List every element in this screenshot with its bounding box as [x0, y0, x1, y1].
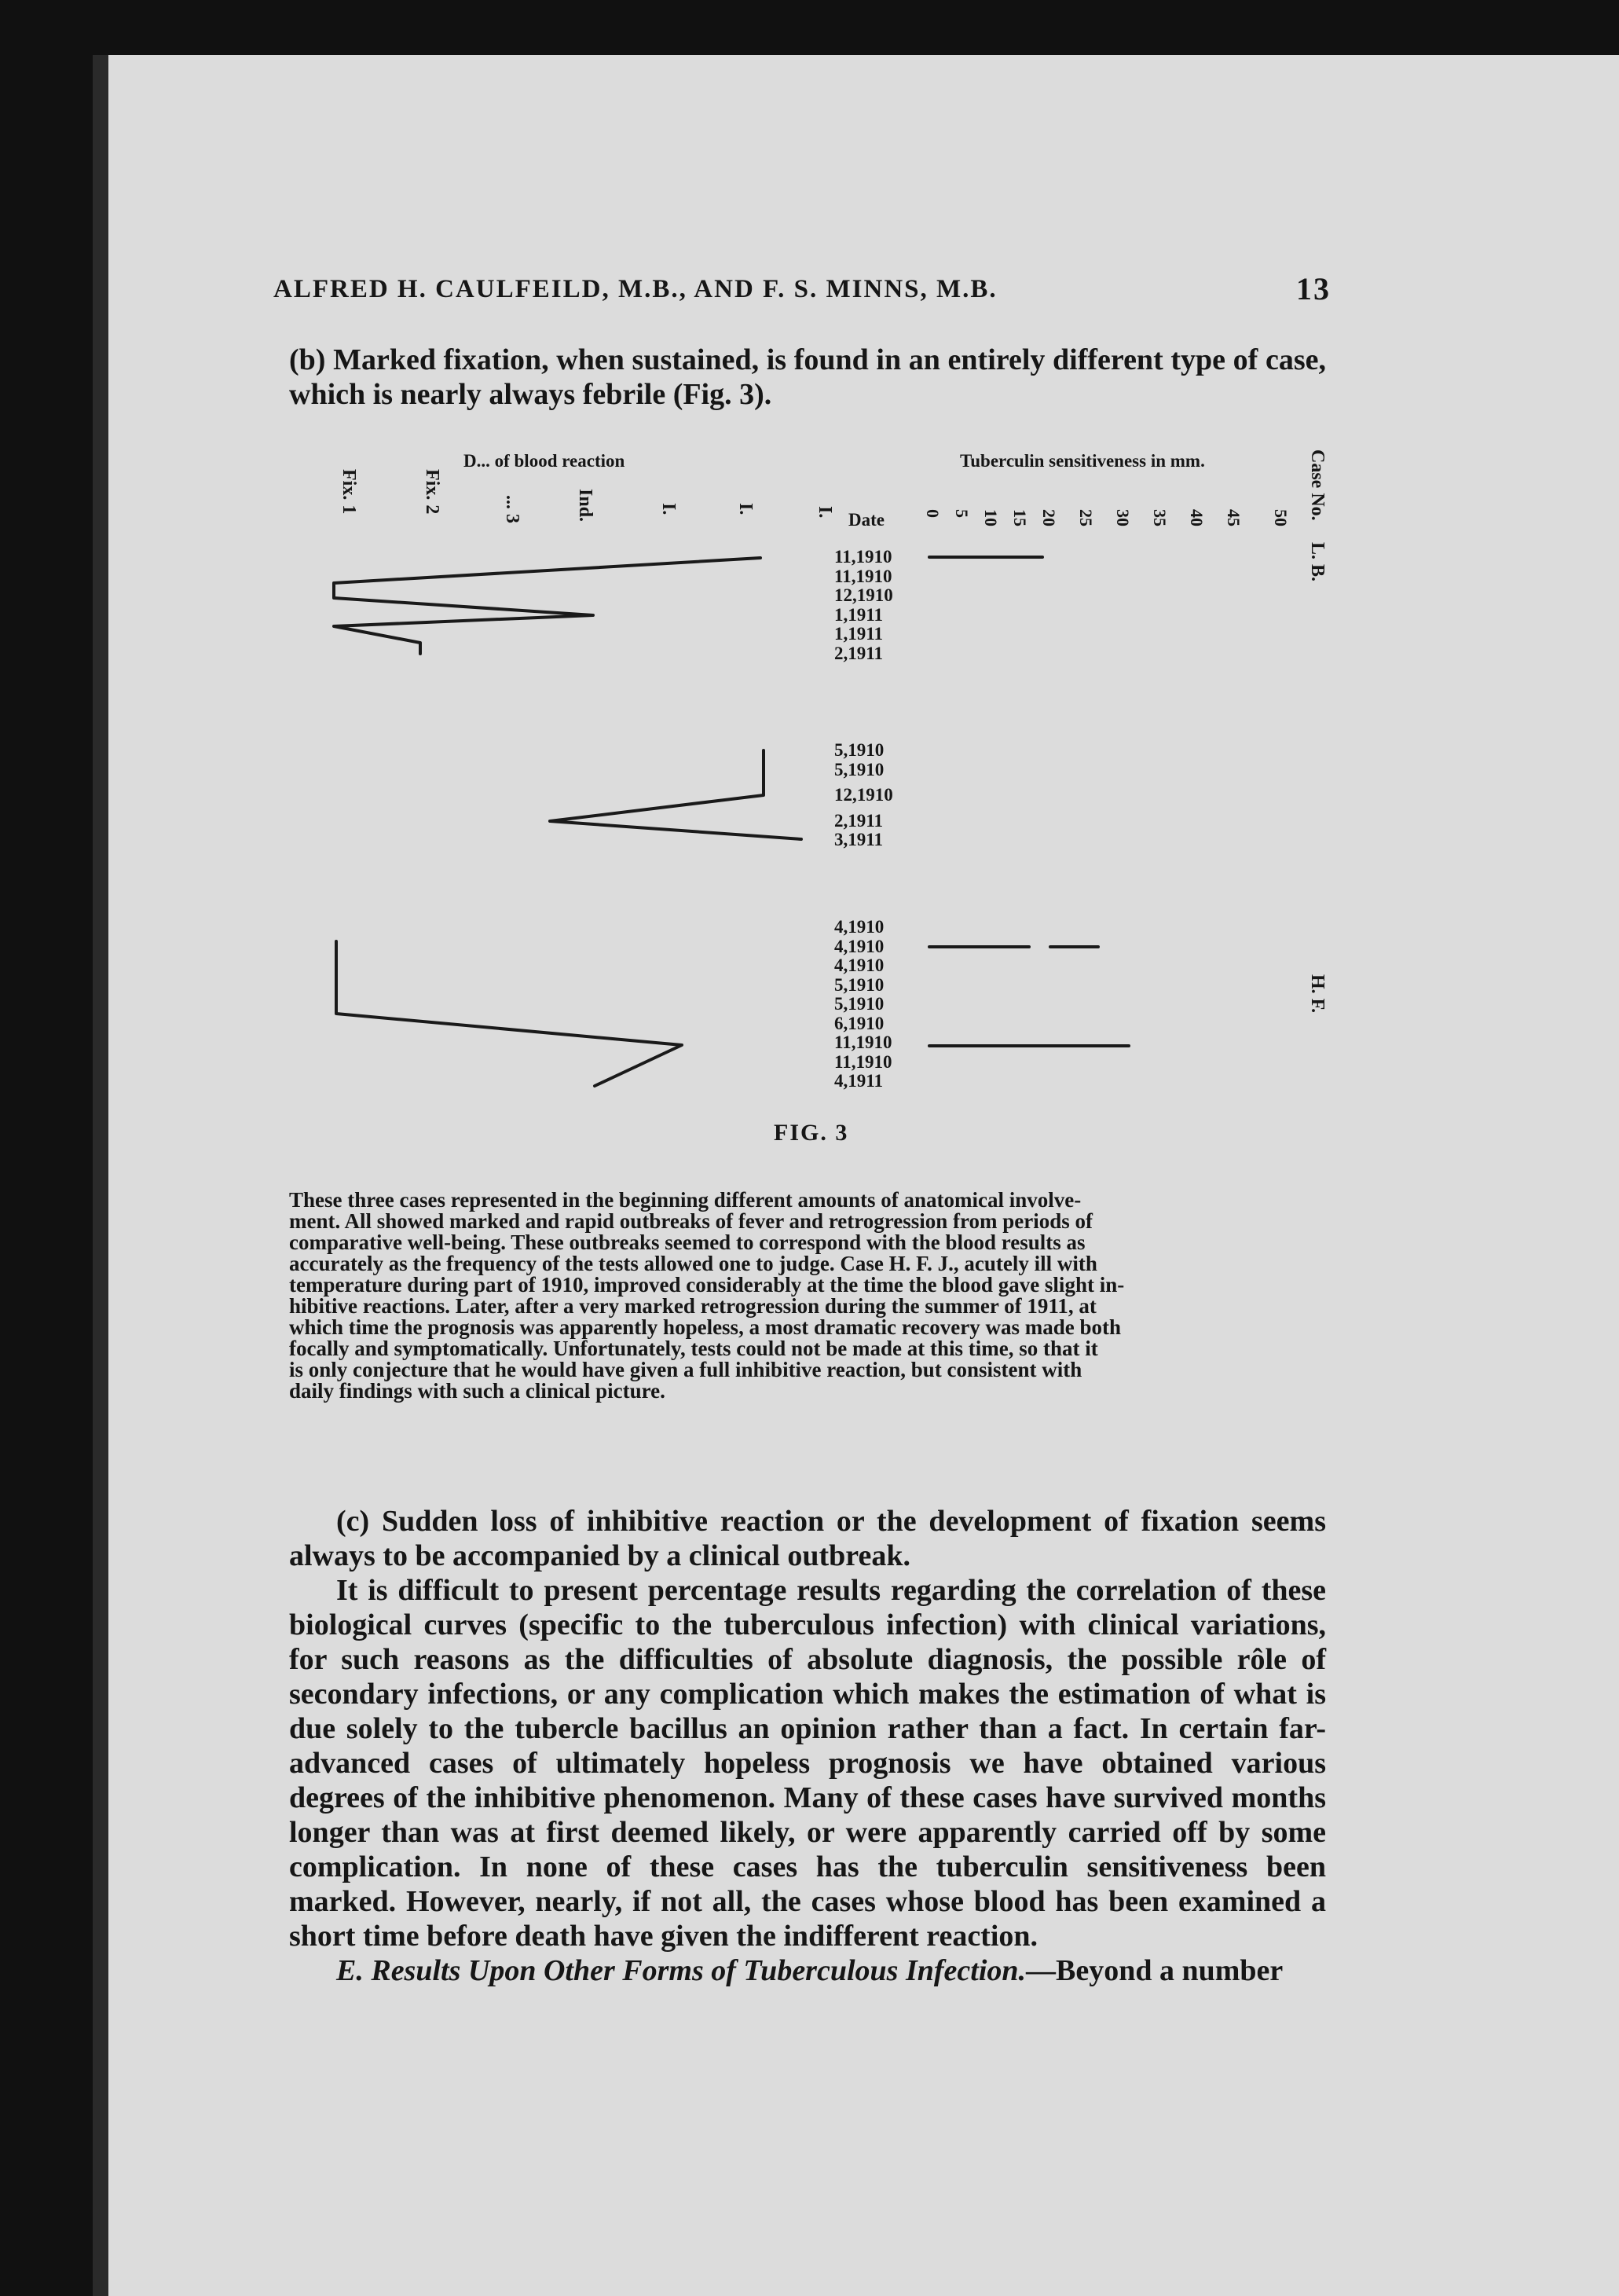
paragraph-c: (c) Sudden loss of inhibitive reaction or the development of fixation seems always to be accompanied by a clinical outbreak. — [289, 1505, 1326, 1572]
col-label-i-1: I. — [658, 503, 679, 515]
col-label-3: ... 3 — [502, 495, 522, 523]
date-entry: 12,1910 — [834, 785, 893, 805]
case-label-hf: H. F. — [1307, 974, 1328, 1014]
figure-case-heading: Case No. — [1307, 449, 1328, 521]
tick-35: 35 — [1150, 509, 1170, 526]
col-label-i-2: I. — [735, 503, 756, 515]
date-entry: 5,1910 — [834, 994, 885, 1014]
case-2-blood-curve — [550, 750, 801, 839]
date-entry: 5,1910 — [834, 740, 885, 760]
case-3-blood-curve — [336, 941, 682, 1086]
date-entry: 5,1910 — [834, 974, 885, 995]
date-entry: 12,1910 — [834, 585, 893, 605]
paragraph-e-text: —Beyond a number — [1026, 1954, 1284, 1987]
date-entry: 1,1911 — [834, 624, 883, 644]
col-label-fix-2: Fix. 2 — [422, 469, 442, 515]
case-1-blood-curve — [334, 558, 760, 654]
note-line: comparative well-being. These outbreaks seemed to correspond with the blood results as — [289, 1231, 1086, 1254]
date-entry: 4,1910 — [834, 917, 885, 937]
note-line: focally and symptomatically. Unfortunately, tests could not be made at this time, so that it — [289, 1337, 1098, 1360]
date-entry: 6,1910 — [834, 1013, 885, 1033]
note-line: daily findings with such a clinical picture. — [289, 1379, 665, 1403]
paragraph-d: It is difficult to present percentage results regarding the correlation of these biological curves (specific to the tuberculous infection) with clinical variations, for such reasons as the difficulties of absolute diagnosis, the possible rôle of secondary infections, or any complication which makes the estimation of what is due solely to the tubercle bacillus an opinion rather than a fact. In certain far-advanced cases of ultimately hopeless prognosis we have obtained various degrees of the inhibitive phenomenon. Many of these cases have survived months longer than was at first deemed likely, or were apparently carried off by some complication. In none of these cases has the tuberculin sensitiveness been marked. However, nearly, if not all, the cases whose blood has been examined a short time before death have given the indifferent reaction. — [289, 1574, 1326, 1953]
tick-0: 0 — [923, 509, 943, 518]
tick-20: 20 — [1039, 509, 1059, 526]
date-column-header: Date — [848, 510, 885, 530]
figure-caption: FIG. 3 — [774, 1120, 849, 1146]
date-entry: 3,1911 — [834, 830, 883, 849]
date-entry: 4,1910 — [834, 955, 885, 975]
col-label-ind: Ind. — [575, 489, 595, 523]
note-line: is only conjecture that he would have given a full inhibitive reaction, but consistent with — [289, 1358, 1082, 1381]
running-header-title: ALFRED H. CAULFEILD, M.B., AND F. S. MINNS, M.B. — [273, 275, 998, 303]
tick-40: 40 — [1187, 509, 1207, 526]
tick-45: 45 — [1224, 509, 1244, 526]
date-entry: 11,1910 — [834, 566, 892, 586]
date-entry: 5,1910 — [834, 759, 885, 779]
figure-left-heading: D... of blood reaction — [463, 451, 625, 471]
case-label-lb: L. B. — [1307, 542, 1328, 582]
figure-note — [289, 1190, 1326, 1402]
page-number: 13 — [1296, 271, 1331, 306]
tick-10: 10 — [981, 509, 1001, 526]
note-line: accurately as the frequency of the tests allowed one to judge. Case H. F. J., acutely ill with — [289, 1252, 1097, 1275]
tick-5: 5 — [952, 509, 972, 518]
note-line: temperature during part of 1910, improved considerably at the time the blood gave slight in- — [289, 1273, 1125, 1297]
tick-25: 25 — [1076, 509, 1096, 526]
paragraph-e-heading: E. Results Upon Other Forms of Tuberculous Infection. — [336, 1954, 1027, 1987]
intro-paragraph: (b) Marked fixation, when sustained, is found in an entirely different type of case, which is nearly always febrile (Fig. 3). — [289, 343, 1326, 411]
date-entry: 2,1911 — [834, 810, 883, 831]
paragraph-e — [289, 1953, 1326, 1988]
figure-right-heading: Tuberculin sensitiveness in mm. — [960, 451, 1205, 471]
note-line: These three cases represented in the beginning different amounts of anatomical involve- — [289, 1188, 1082, 1212]
tick-30: 30 — [1113, 509, 1133, 526]
date-entry: 11,1910 — [834, 1051, 892, 1072]
col-label-fix-1: Fix. 1 — [339, 469, 359, 515]
col-label-i-3: I. — [815, 506, 835, 519]
date-entry: 1,1911 — [834, 604, 883, 625]
date-entry: 4,1910 — [834, 936, 885, 956]
date-entry: 11,1910 — [834, 547, 892, 567]
note-line: hibitive reactions. Later, after a very marked retrogression during the summer of 1911, at — [289, 1294, 1097, 1318]
note-line: ment. All showed marked and rapid outbreaks of fever and retrogression from periods of — [289, 1209, 1093, 1233]
date-entry: 11,1910 — [834, 1032, 892, 1052]
tick-15: 15 — [1010, 509, 1030, 526]
tick-50: 50 — [1271, 509, 1291, 526]
note-line: which time the prognosis was apparently hopeless, a most dramatic recovery was made both — [289, 1315, 1121, 1339]
date-entry: 4,1911 — [834, 1071, 883, 1091]
date-entry: 2,1911 — [834, 643, 883, 663]
